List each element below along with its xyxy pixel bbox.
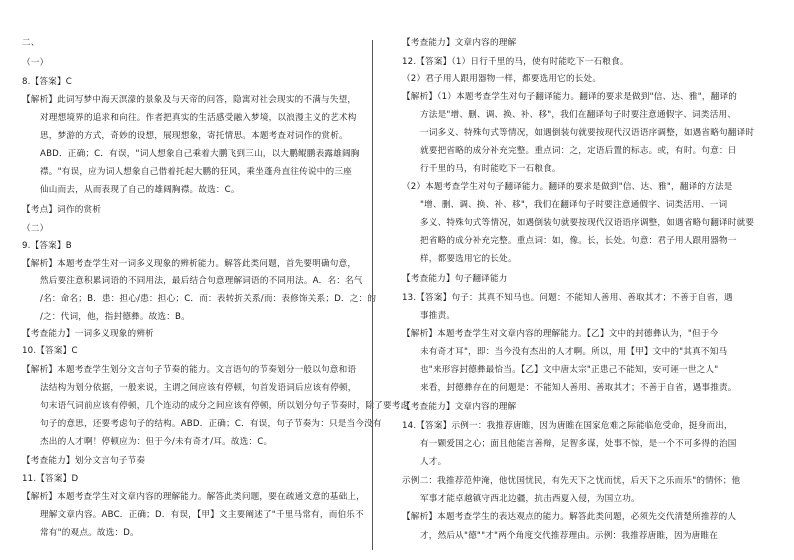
right-text-line: 【解析】本题考查学生对文章内容的理解能力。【乙】文中的封德彝认为，"但于今 [402,329,719,339]
right-text-line: 人才。 [420,457,447,467]
left-text-line: ABD．正确；C．有误，"词人想象自己乘着大鹏飞到三山，以大鹏鲲鹏表露雄阔胸 [40,149,360,159]
left-text-line: 对理想境界的追求和向往。作者把真实的生活感受融入梦境，以浪漫主义的艺术构 [40,113,357,123]
right-text-line: 来看，封德彝存在的问题是：不能知人善用、善取其才；不善于自省，遇事推责。 [420,383,737,393]
right-text-line: 就要把省略的成分补充完整。重点词：之，定语后置的标志。或，有时。句意：日 [420,146,737,156]
right-column [402,0,755,560]
right-text-line: 【考查能力】文章内容的理解 [402,402,517,412]
right-text-line: 13.【答案】句子：其真不知马也。问题：不能知人善用、善取其才；不善于自省，遇 [402,293,733,303]
left-text-line: 【考查能力】一词多义现象的辨析 [22,329,154,339]
right-text-line: 示例二：我推荐范仲淹，他忧国忧民，有先天下之忧而忧，后天下之乐而乐"的情怀；他 [402,476,741,486]
right-text-line: 【解析】本题考查学生的表达观点的能力。解答此类问题，必须先交代清楚所推荐的人 [402,512,737,522]
right-text-line: 未有奇才耳"，即：当今没有杰出的人才啊。所以，用【甲】文中的"其真不知马 [420,347,728,357]
left-text-line: 【考查能力】划分文言句子节奏 [22,456,146,466]
right-text-line: 军事才能卓越镇守西北边疆，抗击西夏入侵，为国立功。 [420,494,640,504]
left-column [22,0,410,560]
left-text-line: （二） [22,224,49,234]
left-text-line: 法结构为划分依据，一般来说，主谓之间应该有停顿，句首发语词后应该有停顿， [40,383,357,393]
left-text-line: 【解析】本题考查学生对文章内容的理解能力。解答此类问题，要在疏通文意的基础上， [22,492,365,502]
right-text-line: 把省略的成分补充完整。重点词：如，像。长，长处。句意：君子用人跟用器物一 [420,236,737,246]
left-text-line: 8.【答案】C [22,77,72,87]
right-text-line: 方法是"增、删、调、换、补、移"，我们在翻译句子时要注意通假字、词类活用、 [420,110,737,120]
left-text-line: 二、 [22,38,40,48]
left-text-line: 杰出的人才啊！停顿应为：但于今/未有奇才/耳。故选：C。 [40,437,273,447]
right-text-line: 样，都要选用它的长处。 [420,254,517,264]
left-text-line: 思，梦游的方式，奇妙的设想，展现想象，寄托情思。本题考查对词作的赏析。 [40,131,348,141]
left-text-line: 11.【答案】D [22,474,79,484]
left-text-line: 【解析】本题考查学生对一词多义现象的辨析能力。解答此类问题，首先要明确句意， [22,259,357,269]
right-text-line: "增、删、调、换、补、移"，我们在翻译句子时要注意通假字、词类活用、一词 [420,200,728,210]
right-text-line: 事推责。 [420,311,456,321]
right-text-line: 行千里的马，有时能吃下一石粮食。 [420,164,561,174]
right-text-line: 【考查能力】文章内容的理解 [402,38,517,48]
left-text-line: 仙山而去，从而表现了自己的雄阔胸襟。故选：C。 [40,185,240,195]
left-text-line: /名：命名；B．患：担心/患：担心；C．而：表转折关系/而：表修饰关系；D．之：的 [40,294,377,304]
left-text-line: /之：代词，他，指封德彝。故选：B。 [40,312,190,322]
left-text-line: 句末语气词前应该有停顿，几个连动的成分之间应该有停顿，所以划分句子节奏时，除了要考虑 [40,401,410,411]
left-text-line: 10.【答案】C [22,346,78,356]
left-text-line: 【解析】本题考查学生划分文言句子节奏的能力。文言语句的节奏划分一般以句意和语 [22,365,357,375]
left-text-line: 【解析】此词写梦中海天溟濛的景象及与天帝的问答，隐寓对社会现实的不满与失望， [22,95,357,105]
left-text-line: 理解文章内容。ABC．正确；D．有误，【甲】文主要阐述了"千里马常有，而伯乐不 [40,510,364,520]
left-text-line: 然后要注意积累词语的不同用法，最后结合句意理解词语的不同用法。A．名：名气 [40,276,363,286]
right-text-line: 才，然后从"德""才"两个角度交代推荐理由。示例：我推荐唐睢，因为唐睢在 [420,531,719,541]
right-text-line: 有一颗爱国之心；面且他能言善辩，足智多谋，处事不惊，是一个不可多得的治国 [420,439,737,449]
left-text-line: 常有"的观点。故选：D。 [40,528,139,538]
right-text-line: 【考查能力】句子翻译能力 [402,274,508,284]
left-text-line: 襟。"有误，应为词人想象自己借着托起大鹏的狂风，乘坐蓬舟直往传说中的三座 [40,167,352,177]
right-text-line: （2）本题考查学生对句子翻译能力。翻译的要求是做到"信、达、雅"，翻译的方法是 [402,182,733,192]
right-text-line: 12.【答案】（1）日行千里的马，使有时能吃下一石粮食。 [402,57,629,67]
right-text-line: （2）君子用人跟用器物一样，都要选用它的长处。 [402,74,602,84]
left-text-line: （一） [22,58,49,68]
right-text-line: 也"来形容封德彝最恰当。【乙】文中唐太宗"正患己不能知，安可诬一世之人" [420,365,719,375]
left-text-line: 9.【答案】B [22,241,72,251]
right-text-line: 【解析】（1）本题考查学生对句子翻译能力。翻译的要求是做到"信、达、雅"，翻译的 [402,92,738,102]
right-text-line: 14.【答案】示例一：我推荐唐睢，因为唐睢在国家危难之际能临危受命，挺身而出， [402,421,733,431]
left-text-line: 【考点】词作的赏析 [22,205,102,215]
left-text-line: 句子的意思，还要考虑句子的结构。ABD．正确；C．有误，句子节奏为：只是当今没有 [40,419,382,429]
column-divider [372,40,373,550]
right-text-line: 多义、特殊句式等情况，如遇倒装句就要按现代汉语语序调整，如遇省略句翻译时就要 [420,218,755,228]
right-text-line: 一词多义、特殊句式等情况，如遇倒装句就要按现代汉语语序调整，如遇省略句翻译时 [420,128,755,138]
